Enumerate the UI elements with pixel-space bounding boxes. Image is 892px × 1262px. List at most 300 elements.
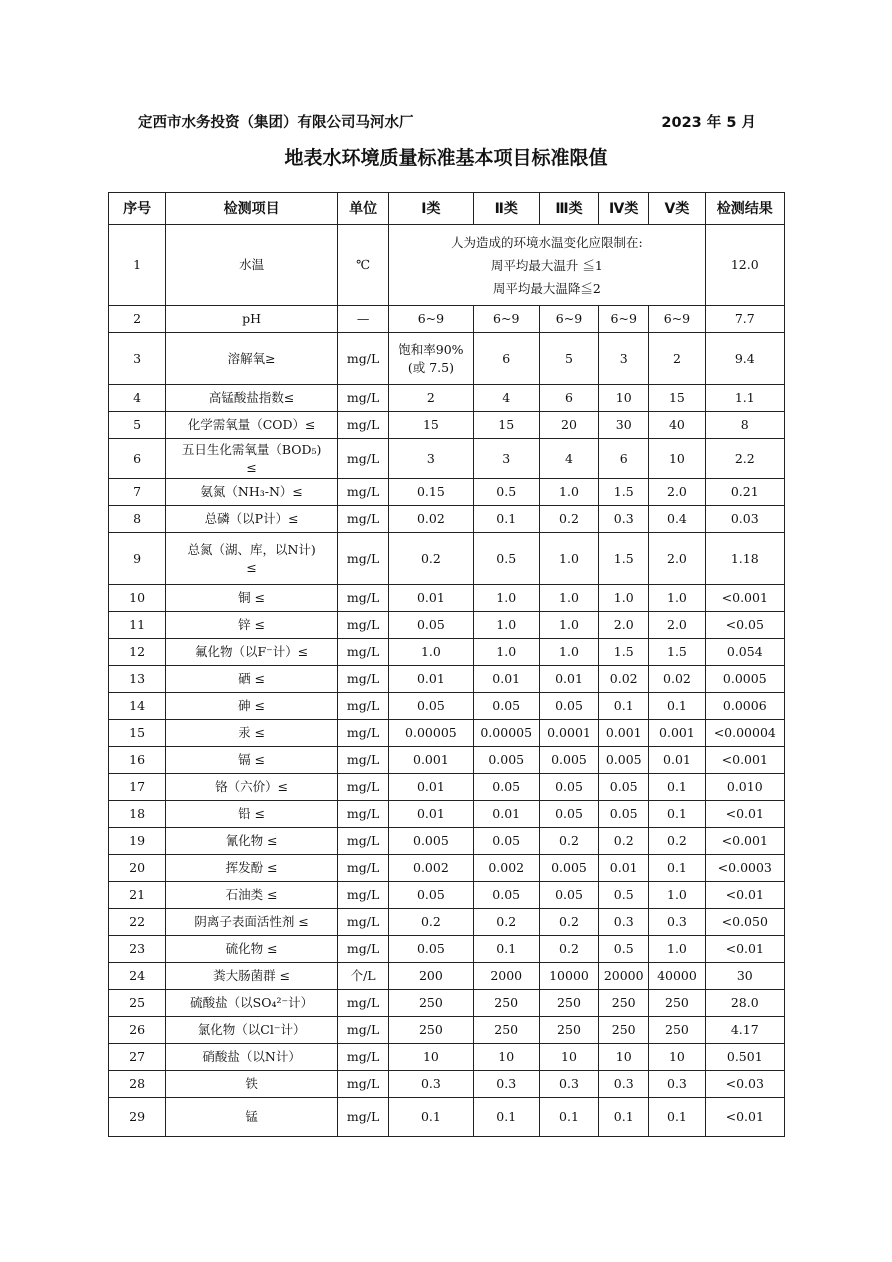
row-class5-limit: 1.0 — [649, 936, 705, 963]
row-class5-limit: 0.1 — [649, 774, 705, 801]
row-class4-limit: 30 — [599, 412, 649, 439]
row-class3-limit: 0.005 — [539, 747, 598, 774]
row-class4-limit: 0.5 — [599, 882, 649, 909]
table-row — [109, 801, 785, 828]
row-class4-limit: 0.3 — [599, 506, 649, 533]
row-no: 24 — [109, 963, 166, 990]
col-header-class4: Ⅳ类 — [599, 193, 649, 225]
table-row — [109, 936, 785, 963]
row-result: 28.0 — [705, 990, 784, 1017]
row-class2-limit: 0.002 — [473, 855, 539, 882]
row-item: 铜 ≤ — [166, 585, 338, 612]
row-item: 高锰酸盐指数≤ — [166, 385, 338, 412]
row-class3-limit: 0.1 — [539, 1098, 598, 1137]
row-class5-limit: 250 — [649, 1017, 705, 1044]
row-class3-limit: 10 — [539, 1044, 598, 1071]
table-row — [109, 412, 785, 439]
table-header-row — [109, 193, 785, 225]
row-result: 0.21 — [705, 479, 784, 506]
row-no: 3 — [109, 333, 166, 385]
table-row — [109, 333, 785, 385]
row-no: 4 — [109, 385, 166, 412]
row-class5-limit: 2.0 — [649, 479, 705, 506]
item-line: 五日生化需氧量（BOD₅) — [181, 441, 322, 457]
row-item: 阴离子表面活性剂 ≤ — [166, 909, 338, 936]
row-class1-limit: 0.00005 — [389, 720, 473, 747]
row-result: <0.01 — [705, 801, 784, 828]
row-class2-limit: 0.5 — [473, 533, 539, 585]
row-result: 1.18 — [705, 533, 784, 585]
row-class4-limit: 250 — [599, 1017, 649, 1044]
table-row — [109, 439, 785, 479]
row-class5-limit: 40 — [649, 412, 705, 439]
row-class5-limit: 0.02 — [649, 666, 705, 693]
row-class1-limit: 0.15 — [389, 479, 473, 506]
row-no: 10 — [109, 585, 166, 612]
row-result: <0.0003 — [705, 855, 784, 882]
row-class4-limit: 0.3 — [599, 909, 649, 936]
row-class1-limit: 0.01 — [389, 801, 473, 828]
row-item: 铬（六价）≤ — [166, 774, 338, 801]
table-row — [109, 990, 785, 1017]
row-unit: mg/L — [338, 909, 389, 936]
row-class1-limit: 0.002 — [389, 855, 473, 882]
row-unit: mg/L — [338, 1044, 389, 1071]
row-class5-limit: 0.01 — [649, 747, 705, 774]
row-result: <0.001 — [705, 585, 784, 612]
row-class3-limit: 250 — [539, 1017, 598, 1044]
row-class1-limit: 0.02 — [389, 506, 473, 533]
row-class4-limit: 1.5 — [599, 639, 649, 666]
row-no: 21 — [109, 882, 166, 909]
table-row — [109, 385, 785, 412]
row-class3-limit: 0.3 — [539, 1071, 598, 1098]
row-item: 化学需氧量（COD）≤ — [166, 412, 338, 439]
row-no: 15 — [109, 720, 166, 747]
row-unit: mg/L — [338, 801, 389, 828]
row-item: 硫化物 ≤ — [166, 936, 338, 963]
row-unit: mg/L — [338, 666, 389, 693]
row-unit: mg/L — [338, 612, 389, 639]
row-class2-limit: 0.005 — [473, 747, 539, 774]
company-name: 定西市水务投资（集团）有限公司马河水厂 — [138, 115, 414, 131]
row-unit: mg/L — [338, 747, 389, 774]
standards-table — [108, 192, 785, 1137]
row-item: 铁 — [166, 1071, 338, 1098]
row-class3-limit: 1.0 — [539, 639, 598, 666]
row-result: <0.00004 — [705, 720, 784, 747]
row-class4-limit: 0.005 — [599, 747, 649, 774]
row-class4-limit: 20000 — [599, 963, 649, 990]
row-class3-limit: 0.0001 — [539, 720, 598, 747]
row-class5-limit: 1.5 — [649, 639, 705, 666]
row-class4-limit: 1.0 — [599, 585, 649, 612]
row-class2-limit: 0.1 — [473, 936, 539, 963]
row-no: 25 — [109, 990, 166, 1017]
row-no: 5 — [109, 412, 166, 439]
row-unit: mg/L — [338, 333, 389, 385]
row-no: 16 — [109, 747, 166, 774]
row-no: 18 — [109, 801, 166, 828]
row-class3-limit: 4 — [539, 439, 598, 479]
row-class3-limit: 0.2 — [539, 506, 598, 533]
row-class1-limit: 15 — [389, 412, 473, 439]
row-item: 硝酸盐（以N计） — [166, 1044, 338, 1071]
row-no: 12 — [109, 639, 166, 666]
row-class1-limit: 0.05 — [389, 882, 473, 909]
table-row — [109, 774, 785, 801]
table-row — [109, 479, 785, 506]
row-result: <0.01 — [705, 1098, 784, 1137]
row-unit: mg/L — [338, 479, 389, 506]
table-row — [109, 720, 785, 747]
row-item: 铅 ≤ — [166, 801, 338, 828]
row-result: 0.0006 — [705, 693, 784, 720]
table-row — [109, 533, 785, 585]
row-class3-limit: 0.05 — [539, 882, 598, 909]
row-class2-limit: 0.05 — [473, 828, 539, 855]
table-row — [109, 1098, 785, 1137]
row-class1-limit: 0.05 — [389, 936, 473, 963]
row-class5-limit: 0.001 — [649, 720, 705, 747]
table-row — [109, 506, 785, 533]
row-class5-limit: 2.0 — [649, 533, 705, 585]
row-class5-limit: 0.1 — [649, 693, 705, 720]
row-item: 总磷（以P计）≤ — [166, 506, 338, 533]
row-class1-limit: 0.01 — [389, 774, 473, 801]
row-class2-limit: 4 — [473, 385, 539, 412]
row-result: 4.17 — [705, 1017, 784, 1044]
row-result: <0.050 — [705, 909, 784, 936]
row-class3-limit: 5 — [539, 333, 598, 385]
row-no: 7 — [109, 479, 166, 506]
row-no: 8 — [109, 506, 166, 533]
row-class1-limit: 0.01 — [389, 585, 473, 612]
row-unit: mg/L — [338, 1017, 389, 1044]
row-unit: mg/L — [338, 506, 389, 533]
row-class3-limit: 0.2 — [539, 909, 598, 936]
row-item — [166, 439, 338, 479]
row-item: 氨氮（NH₃-N）≤ — [166, 479, 338, 506]
row-unit: — — [338, 306, 389, 333]
row-item: 锰 — [166, 1098, 338, 1137]
row-class2-limit: 15 — [473, 412, 539, 439]
row-unit: mg/L — [338, 693, 389, 720]
row-class4-limit: 0.1 — [599, 693, 649, 720]
row-class3-limit: 1.0 — [539, 479, 598, 506]
row-class3-limit: 0.2 — [539, 936, 598, 963]
col-header-result: 检测结果 — [705, 193, 784, 225]
row-no: 14 — [109, 693, 166, 720]
row-item: pH — [166, 306, 338, 333]
col-header-class5: Ⅴ类 — [649, 193, 705, 225]
row-item: 硫酸盐（以SO₄²⁻计） — [166, 990, 338, 1017]
table-row — [109, 1071, 785, 1098]
row-class3-limit: 0.2 — [539, 828, 598, 855]
row-class3-limit: 250 — [539, 990, 598, 1017]
row-class2-limit: 0.5 — [473, 479, 539, 506]
row-class5-limit: 250 — [649, 990, 705, 1017]
row-class5-limit: 2 — [649, 333, 705, 385]
row-class1-limit: 0.3 — [389, 1071, 473, 1098]
row-class3-limit: 1.0 — [539, 612, 598, 639]
row-item: 锌 ≤ — [166, 612, 338, 639]
col-header-class2: Ⅱ类 — [473, 193, 539, 225]
row-class1-limit: 0.001 — [389, 747, 473, 774]
row-class4-limit: 6 — [599, 439, 649, 479]
row-no: 2 — [109, 306, 166, 333]
row-unit: mg/L — [338, 936, 389, 963]
row-class2-limit: 1.0 — [473, 585, 539, 612]
row-result: 1.1 — [705, 385, 784, 412]
table-row — [109, 828, 785, 855]
row-class5-limit: 40000 — [649, 963, 705, 990]
table-row — [109, 909, 785, 936]
row-class5-limit: 0.1 — [649, 855, 705, 882]
row-no: 29 — [109, 1098, 166, 1137]
report-date: 2023 年 5 月 — [661, 115, 756, 131]
row-class3-limit: 1.0 — [539, 533, 598, 585]
row-class2-limit: 0.05 — [473, 693, 539, 720]
row-result: 0.054 — [705, 639, 784, 666]
row-unit: mg/L — [338, 774, 389, 801]
row-class4-limit: 2.0 — [599, 612, 649, 639]
table-row — [109, 882, 785, 909]
item-line: 总氮（湖、库，以N计) — [187, 541, 316, 557]
row-item: 砷 ≤ — [166, 693, 338, 720]
table-row — [109, 639, 785, 666]
row-class5-limit: 2.0 — [649, 612, 705, 639]
row-no: 28 — [109, 1071, 166, 1098]
row-class1-limit: 0.01 — [389, 666, 473, 693]
row-result: 12.0 — [705, 225, 784, 306]
row-item: 水温 — [166, 225, 338, 306]
row-class5-limit: 0.2 — [649, 828, 705, 855]
row-class4-limit: 0.01 — [599, 855, 649, 882]
row-class5-limit: 1.0 — [649, 585, 705, 612]
row-class3-limit: 0.005 — [539, 855, 598, 882]
table-row — [109, 1017, 785, 1044]
row-no: 23 — [109, 936, 166, 963]
row-item: 汞 ≤ — [166, 720, 338, 747]
limit-line: (或 7.5) — [407, 359, 454, 375]
row-class4-limit: 0.1 — [599, 1098, 649, 1137]
row-result: 2.2 — [705, 439, 784, 479]
col-header-item: 检测项目 — [166, 193, 338, 225]
row-class1-limit: 250 — [389, 1017, 473, 1044]
row-no: 13 — [109, 666, 166, 693]
row-class1-limit: 6~9 — [389, 306, 473, 333]
row-class5-limit: 15 — [649, 385, 705, 412]
row-class2-limit: 0.3 — [473, 1071, 539, 1098]
col-header-class3: Ⅲ类 — [539, 193, 598, 225]
row-no: 26 — [109, 1017, 166, 1044]
row-unit: mg/L — [338, 1071, 389, 1098]
row-unit: 个/L — [338, 963, 389, 990]
row-class3-limit: 6~9 — [539, 306, 598, 333]
row-class4-limit: 0.02 — [599, 666, 649, 693]
note-line: 周平均最大温升 ≦1 — [490, 257, 603, 273]
row-unit: mg/L — [338, 533, 389, 585]
row-no: 27 — [109, 1044, 166, 1071]
row-no: 1 — [109, 225, 166, 306]
row-class2-limit: 0.1 — [473, 506, 539, 533]
row-class4-limit: 0.3 — [599, 1071, 649, 1098]
row-result: 0.0005 — [705, 666, 784, 693]
row-result: 0.03 — [705, 506, 784, 533]
row-class2-limit: 0.00005 — [473, 720, 539, 747]
row-class4-limit: 1.5 — [599, 479, 649, 506]
table-row — [109, 747, 785, 774]
row-no: 22 — [109, 909, 166, 936]
row-class2-limit: 250 — [473, 1017, 539, 1044]
row-class2-limit: 1.0 — [473, 612, 539, 639]
row-result: <0.03 — [705, 1071, 784, 1098]
row-no: 11 — [109, 612, 166, 639]
row-result: 9.4 — [705, 333, 784, 385]
row-unit: mg/L — [338, 720, 389, 747]
row-unit: mg/L — [338, 639, 389, 666]
row-unit: mg/L — [338, 412, 389, 439]
row-item: 氯化物（以Cl⁻计） — [166, 1017, 338, 1044]
table-row — [109, 1044, 785, 1071]
row-no: 6 — [109, 439, 166, 479]
row-class1-limit: 0.1 — [389, 1098, 473, 1137]
row-class3-limit: 20 — [539, 412, 598, 439]
row-result: <0.001 — [705, 747, 784, 774]
temperature-limit-note — [389, 225, 705, 306]
row-class2-limit: 1.0 — [473, 639, 539, 666]
row-unit: mg/L — [338, 855, 389, 882]
row-result: <0.001 — [705, 828, 784, 855]
col-header-unit: 单位 — [338, 193, 389, 225]
row-class2-limit: 0.01 — [473, 666, 539, 693]
row-class3-limit: 0.05 — [539, 693, 598, 720]
row-class1-limit — [389, 333, 473, 385]
row-result: <0.01 — [705, 882, 784, 909]
row-class1-limit: 0.2 — [389, 533, 473, 585]
table-row — [109, 225, 785, 306]
row-class5-limit: 0.4 — [649, 506, 705, 533]
table-row — [109, 693, 785, 720]
row-result: 0.501 — [705, 1044, 784, 1071]
row-class2-limit: 10 — [473, 1044, 539, 1071]
row-class2-limit: 2000 — [473, 963, 539, 990]
row-unit: mg/L — [338, 385, 389, 412]
row-class4-limit: 0.05 — [599, 801, 649, 828]
row-result: 30 — [705, 963, 784, 990]
note-line: 周平均最大温降≦2 — [492, 280, 601, 296]
row-item: 氰化物 ≤ — [166, 828, 338, 855]
row-result: 8 — [705, 412, 784, 439]
row-class1-limit: 0.005 — [389, 828, 473, 855]
row-unit: mg/L — [338, 990, 389, 1017]
row-class3-limit: 0.05 — [539, 774, 598, 801]
row-class4-limit: 1.5 — [599, 533, 649, 585]
row-unit: mg/L — [338, 439, 389, 479]
row-class5-limit: 10 — [649, 1044, 705, 1071]
row-item: 挥发酚 ≤ — [166, 855, 338, 882]
table-row — [109, 855, 785, 882]
row-unit: ℃ — [338, 225, 389, 306]
row-item: 硒 ≤ — [166, 666, 338, 693]
row-class5-limit: 0.1 — [649, 801, 705, 828]
row-class5-limit: 0.1 — [649, 1098, 705, 1137]
item-line: ≤ — [246, 459, 257, 475]
row-result: <0.01 — [705, 936, 784, 963]
table-row — [109, 585, 785, 612]
row-class5-limit: 1.0 — [649, 882, 705, 909]
row-no: 20 — [109, 855, 166, 882]
row-class3-limit: 10000 — [539, 963, 598, 990]
row-item: 镉 ≤ — [166, 747, 338, 774]
row-class5-limit: 0.3 — [649, 1071, 705, 1098]
table-row — [109, 306, 785, 333]
row-no: 19 — [109, 828, 166, 855]
row-class2-limit: 0.2 — [473, 909, 539, 936]
row-item: 粪大肠菌群 ≤ — [166, 963, 338, 990]
row-class1-limit: 2 — [389, 385, 473, 412]
row-no: 9 — [109, 533, 166, 585]
table-row — [109, 963, 785, 990]
row-no: 17 — [109, 774, 166, 801]
row-class2-limit: 0.05 — [473, 774, 539, 801]
limit-line: 饱和率90% — [398, 341, 464, 357]
row-class5-limit: 0.3 — [649, 909, 705, 936]
row-item: 氟化物（以F⁻计）≤ — [166, 639, 338, 666]
row-result: 0.010 — [705, 774, 784, 801]
row-class1-limit: 0.2 — [389, 909, 473, 936]
row-class1-limit: 0.05 — [389, 612, 473, 639]
col-header-no: 序号 — [109, 193, 166, 225]
row-class2-limit: 6~9 — [473, 306, 539, 333]
row-class4-limit: 0.001 — [599, 720, 649, 747]
row-class4-limit: 0.05 — [599, 774, 649, 801]
note-line: 人为造成的环境水温变化应限制在: — [451, 234, 643, 250]
row-unit: mg/L — [338, 882, 389, 909]
row-class4-limit: 6~9 — [599, 306, 649, 333]
row-class5-limit: 6~9 — [649, 306, 705, 333]
row-class2-limit: 6 — [473, 333, 539, 385]
document-title: 地表水环境质量标准基本项目标准限值 — [284, 147, 608, 169]
row-class1-limit: 200 — [389, 963, 473, 990]
row-class2-limit: 250 — [473, 990, 539, 1017]
row-class5-limit: 10 — [649, 439, 705, 479]
row-class2-limit: 3 — [473, 439, 539, 479]
row-class4-limit: 3 — [599, 333, 649, 385]
item-line: ≤ — [246, 559, 257, 575]
row-class4-limit: 250 — [599, 990, 649, 1017]
row-class3-limit: 0.01 — [539, 666, 598, 693]
table-row — [109, 666, 785, 693]
row-class3-limit: 0.05 — [539, 801, 598, 828]
row-class2-limit: 0.05 — [473, 882, 539, 909]
row-unit: mg/L — [338, 1098, 389, 1137]
row-class2-limit: 0.01 — [473, 801, 539, 828]
row-class1-limit: 250 — [389, 990, 473, 1017]
row-class4-limit: 0.2 — [599, 828, 649, 855]
row-class4-limit: 0.5 — [599, 936, 649, 963]
row-item: 石油类 ≤ — [166, 882, 338, 909]
row-class1-limit: 1.0 — [389, 639, 473, 666]
row-class2-limit: 0.1 — [473, 1098, 539, 1137]
row-class1-limit: 10 — [389, 1044, 473, 1071]
row-class4-limit: 10 — [599, 385, 649, 412]
row-unit: mg/L — [338, 585, 389, 612]
row-unit: mg/L — [338, 828, 389, 855]
row-class3-limit: 1.0 — [539, 585, 598, 612]
row-class4-limit: 10 — [599, 1044, 649, 1071]
